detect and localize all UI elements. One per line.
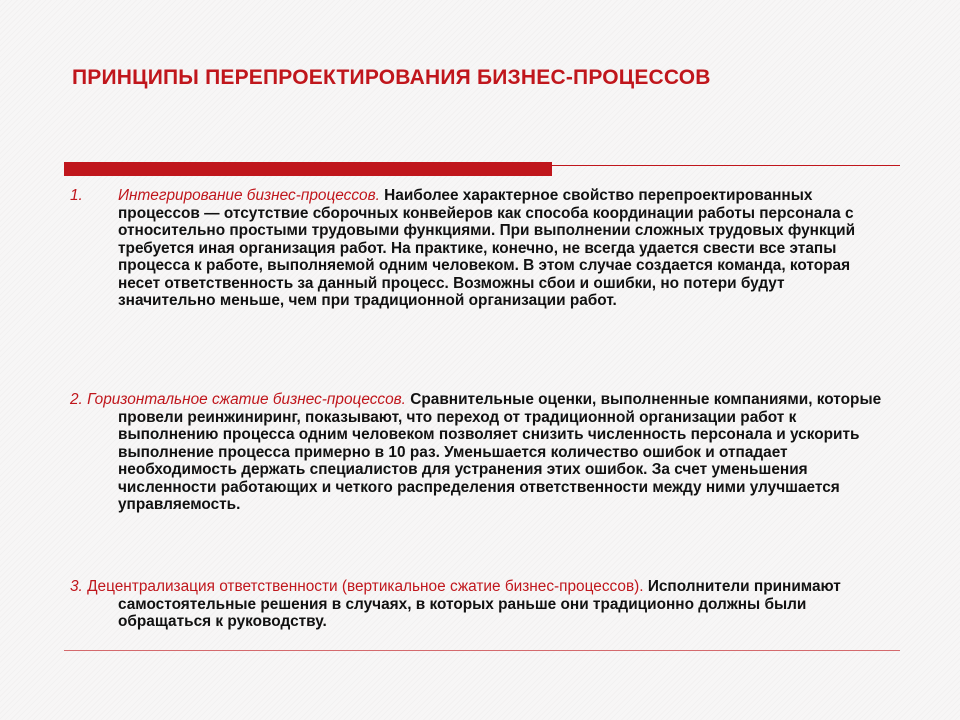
principle-heading: Горизонтальное сжатие бизнес-процессов. — [87, 391, 406, 408]
principle-item-2 — [70, 391, 885, 514]
page-title: ПРИНЦИПЫ ПЕРЕПРОЕКТИРОВАНИЯ БИЗНЕС-ПРОЦЕССОВ — [72, 66, 711, 89]
principle-heading: Децентрализация ответственности (вертикальное сжатие бизнес-процессов). — [87, 578, 644, 595]
principle-number: 1. — [70, 187, 83, 204]
principle-text: Исполнители принимают самостоятельные решения в случаях, в которых раньше они традиционно должны были обращаться к руководству. — [118, 578, 841, 630]
principle-number: 3. — [70, 578, 83, 595]
principle-text: Сравнительные оценки, выполненные компаниями, которые провели реинжиниринг, показывают, что переход от традиционной организации работ к выполнению процесса одним человеком позволяет снизить численность персонала и ускорить выполнение процесса примерно в 10 раз. Уменьшается количество ошибок и отпадает необходимость держать специалистов для устранения этих ошибок. За счет уменьшения численности работающих и четкого распределения ответственности между ними улучшается управляемость. — [118, 391, 882, 513]
principle-heading: Интегрирование бизнес-процессов. — [118, 187, 380, 204]
principle-text: Наиболее характерное свойство перепроектированных процессов — отсутствие сборочных конвейеров как способа координации работы персонала с относительно простыми трудовыми функциями. При выполнении сложных трудовых функций требуется иная организация работ. На практике, конечно, не всегда удается свести все этапы процесса к работе, выполняемой одним человеком. В этом случае создается команда, которая несет ответственность за данный процесс. Возможны сбои и ошибки, но потери будут значительно меньше, чем при традиционной организации работ. — [118, 187, 856, 309]
principle-number: 2. — [70, 391, 83, 408]
footer-divider-line — [64, 650, 900, 651]
principle-item-3 — [70, 578, 885, 631]
principle-item-1 — [70, 187, 885, 310]
